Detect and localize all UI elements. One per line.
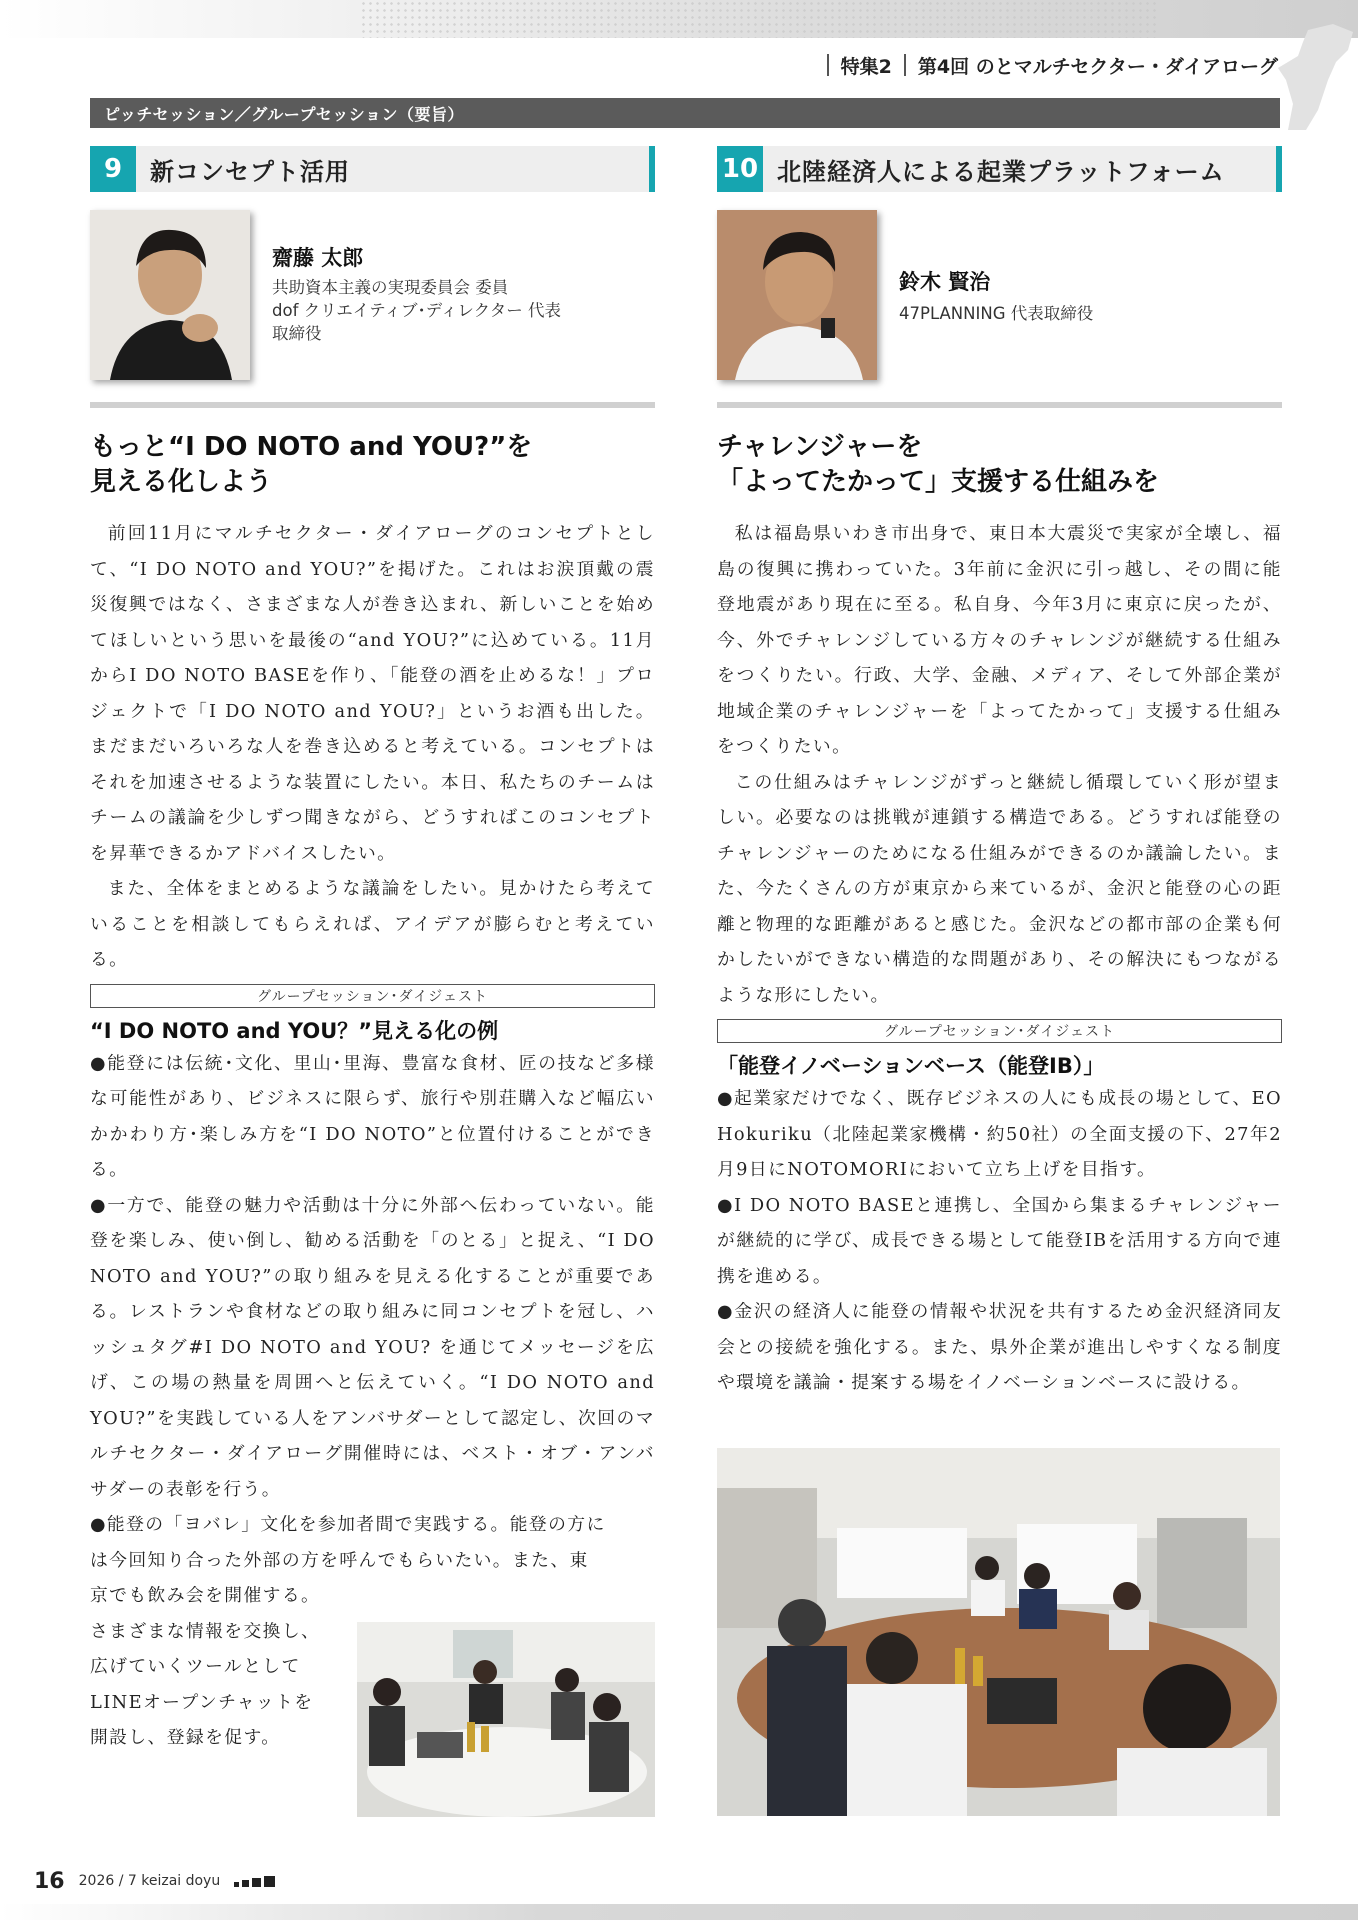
bullet-item [717,1081,1282,1188]
bullet-text: 広げていくツールとして [90,1656,301,1677]
bullet-icon: ● [90,1514,107,1535]
speaker-name: 齋藤 太郎 [272,246,364,270]
bullet-text: 起業家だけでなく、既存ビジネスの人にも成長の場として、EO Hokuriku（北陸起業家機構・約50社）の全面支援の下、27年2月9日にNOTOMORIにおいて立ち上げを目指す。 [717,1088,1282,1180]
bullet-text: 京でも飲み会を開催する。 [90,1585,321,1606]
bullet-text: 能登には伝統･文化、里山･里海、豊富な食材、匠の技など多様な可能性があり、ビジネスに限らず、旅行や別荘購入など幅広いかかわり方･楽しみ方を“I DO NOTO”と位置付けることができる。 [90,1052,655,1180]
footer-squares-icon [234,1876,275,1887]
top-band-pattern [360,0,1160,38]
speaker-profile [90,210,655,390]
session-number: 10 [717,146,763,192]
session-title: 北陸経済人による起業プラットフォーム [777,157,1225,186]
page-number: 16 [34,1868,65,1894]
session-title: 新コンセプト活用 [150,157,350,186]
speaker-profile [717,210,1282,390]
article-title [717,430,1282,500]
divider [90,402,655,408]
speaker-role [899,302,1279,325]
bullet-text: LINEオープンチャットを [90,1691,314,1713]
page-footer [34,1866,275,1896]
speaker-photo [90,210,250,380]
bullet-item [90,1188,655,1508]
bullet-text: は今回知り合った外部の方を呼んでもらいたい。また、東 [90,1549,589,1571]
right-column [717,146,1282,1401]
body-paragraph: 私は福島県いわき市出身で、東日本大震災で実家が全壊し、福島の復興に携わっていた。3年前に金沢に引っ越し、その間に能登地震があり現在に至る。私自身、今年3月に東京に戻ったが、今、外でチャレンジしている方々のチャレンジが継続する仕組みをつくりたい。行政、大学、金融、メディア、そして外部企業が地域企業のチャレンジャーを「よってたかって」支援する仕組みをつくりたい。 [717,523,1282,757]
top-band [0,0,1358,38]
bullet-text: 金沢の経済人に能登の情報や状況を共有するため金沢経済同友会との接続を強化する。また、県外企業が進出しやすくなる制度や環境を議論・提案する場をイノベーションベースに設ける。 [717,1301,1282,1393]
separator [904,54,906,76]
digest-label: グループセッション･ダイジェスト [90,984,655,1008]
bullet-icon: ● [90,1194,108,1216]
bullet-text: さまざまな情報を交換し、 [90,1620,321,1642]
speaker-name: 鈴木 賢治 [899,270,991,294]
body-paragraph: また、全体をまとめるような議論をしたい。見かけたら考えていることを相談してもらえれば、アイデアが膨らむと考えている。 [90,878,655,970]
left-column [90,146,655,1756]
speaker-photo [717,210,877,380]
bullet-item [90,1046,655,1188]
speaker-role-line: 取締役 [272,324,322,343]
speaker-role [272,276,652,345]
bullet-icon: ● [90,1052,108,1074]
bullet-text: 能登の「ヨバレ」文化を参加者間で実践する。能登の方に [106,1514,606,1535]
bullet-icon: ● [717,1194,735,1216]
session-heading [90,146,655,192]
bullet-item [717,1188,1282,1295]
bullet-text: I DO NOTO BASEと連携し、全国から集まるチャレンジャーが継続的に学び、成長できる場として能登IBを活用する方向で連携を進める。 [717,1194,1282,1287]
meeting-photo-large [717,1448,1280,1816]
title-line: もっと“I DO NOTO and YOU?”を [90,432,533,462]
meeting-photo-small [357,1622,655,1817]
article-title [90,430,655,500]
speaker-role-line: 共助資本主義の実現委員会 委員 [272,278,509,297]
feature-label: 特集2 [840,55,892,78]
title-line: チャレンジャーを [717,432,923,462]
bottom-band [0,1904,1358,1920]
body-paragraph: この仕組みはチャレンジがずっと継続し循環していく形が望ましい。必要なのは挑戦が連鎖する構造である。どうすれば能登のチャレンジャーのためになる仕組みができるのか議論したい。また、今たくさんの方が東京から来ているが、金沢と能登の心の距離と物理的な距離があると感じた。金沢などの都市部の企業も何かしたいができない構造的な問題があり、その解決にもつながるような形にしたい。 [717,771,1282,1006]
speaker-role-line: 47PLANNING 代表取締役 [899,304,1094,323]
feature-title: 第4回 のとマルチセクター・ダイアローグ [917,55,1278,78]
digest-title: 「能登イノベーションベース（能登IB）」 [717,1054,1105,1078]
speaker-role-line: dof クリエイティブ･ディレクター 代表 [272,301,561,320]
divider [717,402,1282,408]
bullet-icon: ● [717,1088,734,1109]
bullet-text: 開設し、登録を促す。 [90,1727,281,1748]
title-line: 「よってたかって」支援する仕組みを [717,467,1160,497]
section-bar: ピッチセッション／グループセッション（要旨） [90,98,1280,128]
session-heading [717,146,1282,192]
separator [827,54,829,76]
body-paragraph: 前回11月にマルチセクター・ダイアローグのコンセプトとして、“I DO NOTO and YOU?”を掲げた。これはお涙頂戴の震災復興ではなく、さまざまな人が巻き込まれ、新しいことを始めてほしいという思いを最後の“and YOU?”に込めている。11月からI DO NOTO BASEを作り、「能登の酒を止めるな！」プロジェクトで「I DO NOTO and YOU?」というお酒も出した。まだまだいろいろな人を巻き込めると考えている。コンセプトはそれを加速させるような装置にしたい。本日、私たちのチームはチームの議論を少しずつ聞きながら、どうすればこのコンセプトを昇華できるかアドバイスしたい。 [90,523,655,864]
feature-header [827,50,1278,80]
digest-title: “I DO NOTO and YOU？”見える化の例 [90,1018,499,1043]
session-number: 9 [90,146,136,192]
issue-info: 2026 / 7 keizai doyu [78,1873,221,1889]
bullet-text: 一方で、能登の魅力や活動は十分に外部へ伝わっていない。能登を楽しみ、使い倒し、勧める活動を「のとる」と捉え、“I DO NOTO and YOU?”の取り組みを見える化することが重要である。レストランや食材などの取り組みに同コンセプトを冠し、ハッシュタグ#I DO NOTO and YOU? を通じてメッセージを広げ、この場の熱量を周囲へと伝えていく。“I DO NOTO and YOU?”を実践している人をアンバサダーとして認定し、次回のマルチセクター・ダイアローグ開催時には、ベスト・オブ・アンバサダーの表彰を行う。 [90,1194,655,1500]
title-line: 見える化しよう [90,467,273,497]
bullet-icon: ● [717,1301,735,1322]
digest-label: グループセッション･ダイジェスト [717,1019,1282,1043]
bullet-item [717,1294,1282,1401]
